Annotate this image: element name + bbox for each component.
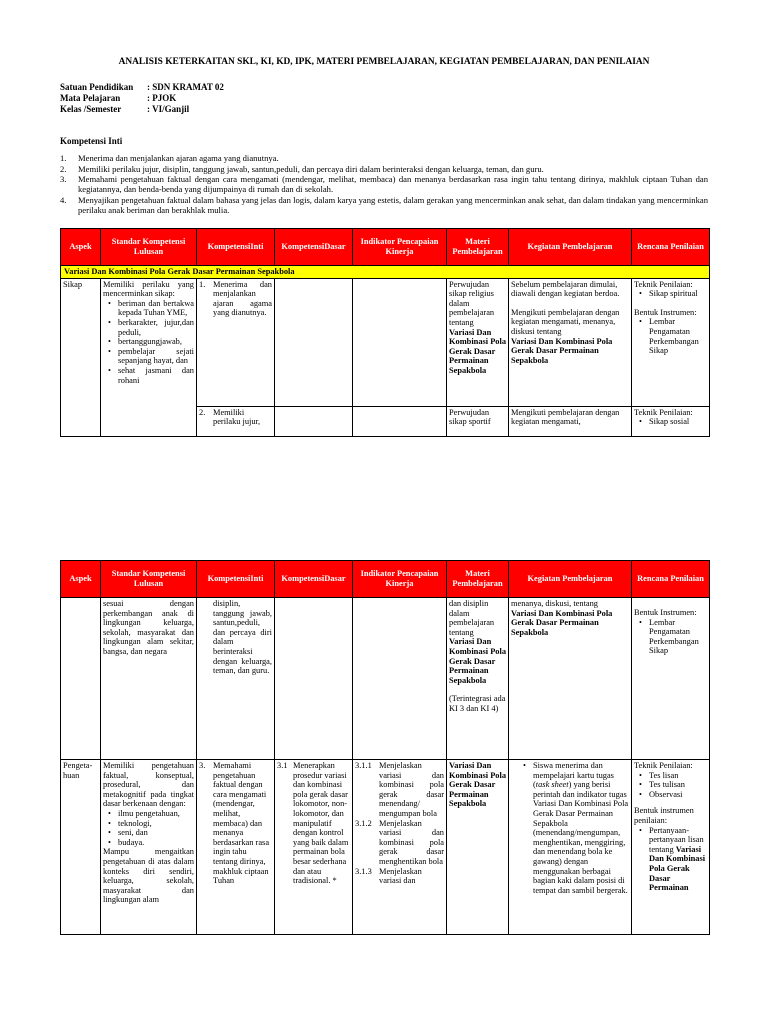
analysis-table-2 bbox=[60, 560, 710, 935]
cell-kegiatan: menanya, diskusi, tentang Variasi Dan Kombinasi Pola Gerak Dasar Permainan Sepakbola bbox=[509, 598, 632, 760]
skl-list: • beriman dan bertakwa kepada Tuhan YME, • berkarakter, jujur,dan peduli, • bertanggungjawab, • pembelajar sejati sepanjang hayat, dan • sehat jasmani dan rohani bbox=[103, 299, 194, 385]
cell-indikator bbox=[353, 406, 447, 436]
header-ki: KompetensiInti bbox=[197, 229, 275, 266]
cell-ki: disiplin, tanggung jawab, santun,peduli, dan percaya diri dalam berinteraksi dengan keluarga, teman, dan guru. bbox=[197, 598, 275, 760]
cell-indikator bbox=[353, 278, 447, 406]
header-ki: KompetensiInti bbox=[197, 561, 275, 598]
header-kegiatan: Kegiatan Pembelajaran bbox=[509, 229, 632, 266]
cell-aspek: Sikap bbox=[61, 278, 101, 436]
document-title: ANALISIS KETERKAITAN SKL, KI, KD, IPK, MATERI PEMBELAJARAN, KEGIATAN PEMBELAJARAN, DAN PENILAIAN bbox=[118, 57, 650, 67]
header-kd: KompetensiDasar bbox=[275, 229, 353, 266]
skl-list: • ilmu pengetahuan, • teknologi, • seni, dan • budaya. bbox=[103, 809, 194, 847]
cell-kegiatan: • Siswa menerima dan mempelajari kartu tugas (task sheet) yang berisi perintah dan indikator tugas Variasi Dan Kombinasi Pola Gerak Dasar Permainan Sepakbola (menendang/mengumpan, menghentikan, menggiring, dan menendang bola ke gawang) dengan menggunakan berbagai bagian kaki dalam posisi di tempat dan sambil bergerak. bbox=[509, 760, 632, 935]
analysis-table-1 bbox=[60, 228, 710, 437]
cell-materi: Perwujudan sikap religius dalam pembelajaran tentang Variasi Dan Kombinasi Pola Gerak Dasar Permainan Sepakbola bbox=[447, 278, 509, 406]
cell-penilaian: Teknik Penilaian: • Sikap sosial bbox=[632, 406, 710, 436]
cell-materi: dan disiplin dalam pembelajaran tentang Variasi Dan Kombinasi Pola Gerak Dasar Permainan Sepakbola (Terintegrasi ada KI 3 dan KI 4) bbox=[447, 598, 509, 760]
topic-band-row bbox=[61, 266, 710, 279]
header-kegiatan: Kegiatan Pembelajaran bbox=[509, 561, 632, 598]
ki-list bbox=[60, 153, 708, 215]
table-header-row bbox=[61, 229, 710, 266]
table-row bbox=[61, 760, 710, 935]
header-indikator: Indikator Pencapaian Kinerja bbox=[353, 561, 447, 598]
cell-skl: sesuai dengan perkembangan anak di lingkungan keluarga, sekolah, masyarakat dan lingkungan alam sekitar, bangsa, dan negara bbox=[101, 598, 197, 760]
ki-item: 4. Menyajikan pengetahuan faktual dalam bahasa yang jelas dan logis, dalam karya yang estetis, dalam gerakan yang mencerminkan anak sehat, dan dalam tindakan yang mencerminkan perilaku anak beriman dan berakhlak mulia. bbox=[60, 194, 708, 215]
cell-indikator bbox=[353, 598, 447, 760]
ki-heading: Kompetensi Inti bbox=[60, 136, 123, 146]
cell-materi: Perwujudan sikap sportif bbox=[447, 406, 509, 436]
header-materi: Materi Pembelajaran bbox=[447, 229, 509, 266]
header-penilaian: Rencana Penilaian bbox=[632, 561, 710, 598]
info-row-school: Satuan Pendidikan : SDN KRAMAT 02 bbox=[60, 82, 224, 92]
header-indikator: Indikator Pencapaian Kinerja bbox=[353, 229, 447, 266]
cell-ki: 2. Memiliki perilaku jujur, bbox=[197, 406, 275, 436]
ki-item: 1. Menerima dan menjalankan ajaran agama yang dianutnya. bbox=[60, 153, 279, 163]
identity-block bbox=[60, 82, 224, 115]
cell-skl: Memiliki pengetahuan faktual, konseptual, prosedural, dan metakognitif pada tingkat dasar berkenaan dengan: • ilmu pengetahuan, • teknologi, • seni, dan • budaya. Mampu mengaitkan pengetahuan di atas dalam konteks diri sendiri, keluarga, sekolah, masyarakat dan lingkungan alam bbox=[101, 760, 197, 935]
indikator-item: 3.1.1 Menjelaskan variasi dan kombinasi pola gerak dasar menendang/ mengumpan bola bbox=[355, 761, 444, 818]
cell-indikator bbox=[353, 760, 447, 935]
indikator-item: 3.1.3 Menjelaskan variasi dan bbox=[355, 866, 422, 886]
cell-aspek: Pengeta-huan bbox=[61, 760, 101, 935]
table-row bbox=[61, 278, 710, 406]
ki-item: 3. Memahami pengetahuan faktual dengan cara mengamati (mendengar, melihat, membaca) dan menanya berdasarkan rasa ingin tahu tentang dirinya, makhluk ciptaan Tuhan dan kegiatannya, dan benda-benda yang dijumpainya di rumah dan di sekolah. bbox=[60, 174, 708, 194]
header-penilaian: Rencana Penilaian bbox=[632, 229, 710, 266]
cell-penilaian: Teknik Penilaian: • Sikap spiritual Bentuk Instrumen: • Lembar Pengamatan Perkembangan Sikap bbox=[632, 278, 710, 406]
cell-aspek bbox=[61, 598, 101, 760]
cell-penilaian: Bentuk Instrumen: • Lembar Pengamatan Perkembangan Sikap bbox=[632, 598, 710, 760]
cell-kegiatan: Mengikuti pembelajaran dengan kegiatan mengamati, bbox=[509, 406, 632, 436]
header-skl: Standar Kompetensi Lulusan bbox=[101, 229, 197, 266]
cell-kd bbox=[275, 598, 353, 760]
ki-item: 2. Memiliki perilaku jujur, disiplin, tanggung jawab, santun,peduli, dan percaya diri dalam berinteraksi dengan keluarga, teman, dan guru. bbox=[60, 163, 544, 174]
cell-kegiatan: Sebelum pembelajaran dimulai, diawali dengan kegiatan berdoa. Mengikuti pembelajaran dengan kegiatan mengamati, menanya, diskusi tentang Variasi Dan Kombinasi Pola Gerak Dasar Permainan Sepakbola bbox=[509, 278, 632, 406]
info-row-subject: Mata Pelajaran : PJOK bbox=[60, 93, 177, 103]
table-header-row bbox=[61, 561, 710, 598]
table-row bbox=[61, 598, 710, 760]
header-kd: KompetensiDasar bbox=[275, 561, 353, 598]
header-skl: Standar Kompetensi Lulusan bbox=[101, 561, 197, 598]
info-row-class: Kelas /Semester : VI/Ganjil bbox=[60, 104, 190, 114]
header-aspek: Aspek bbox=[61, 229, 101, 266]
header-materi: Materi Pembelajaran bbox=[447, 561, 509, 598]
cell-ki: 1. Menerima dan menjalankan ajaran agama yang dianutnya. bbox=[197, 278, 275, 406]
cell-materi: Variasi Dan Kombinasi Pola Gerak Dasar Permainan Sepakbola bbox=[447, 760, 509, 935]
topic-band: Variasi Dan Kombinasi Pola Gerak Dasar Permainan Sepakbola bbox=[61, 266, 710, 279]
cell-ki: 3. Memahami pengetahuan faktual dengan cara mengamati (mendengar, melihat, membaca) dan menanya berdasarkan rasa ingin tahu tentang dirinya, makhluk ciptaan Tuhan bbox=[197, 760, 275, 935]
cell-skl: Memiliki perilaku yang mencerminkan sikap: • beriman dan bertakwa kepada Tuhan YME, • berkarakter, jujur,dan peduli, • bertanggungjawab, • pembelajar sejati sepanjang hayat, dan • sehat jasmani dan rohani bbox=[101, 278, 197, 436]
header-aspek: Aspek bbox=[61, 561, 101, 598]
cell-kd bbox=[275, 406, 353, 436]
cell-kd bbox=[275, 278, 353, 406]
cell-kd: 3.1 Menerapkan prosedur variasi dan kombinasi pola gerak dasar lokomotor, non-lokomotor, dan manipulatif dengan kontrol yang baik dalam permainan bola besar sederhana dan atau tradisional. * bbox=[275, 760, 353, 935]
indikator-item: 3.1.2 Menjelaskan variasi dan kombinasi pola gerak dasar menghentikan bola bbox=[355, 818, 444, 866]
cell-penilaian: Teknik Penilaian: • Tes lisan • Tes tulisan • Observasi Bentuk instrumen penilaian: • Pertanyaan-pertanyaan lisan tentang Variasi Dan Kombinasi Pola Gerak Dasar Permainan bbox=[632, 760, 710, 935]
